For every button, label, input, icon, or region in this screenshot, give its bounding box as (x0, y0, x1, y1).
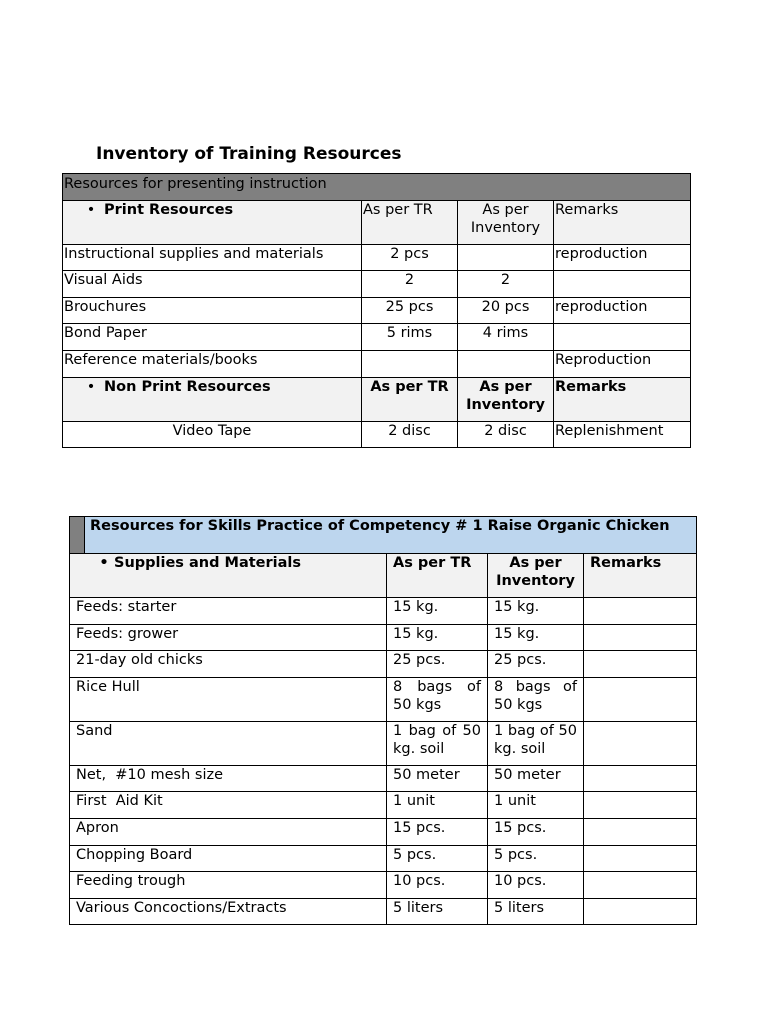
table-row (70, 765, 697, 792)
remarks-cell (584, 721, 697, 765)
inventory-cell: 5 pcs. (488, 845, 584, 872)
table-row (70, 651, 697, 678)
col-header-inventory: As per Inventory (488, 554, 584, 598)
item-cell: Video Tape (63, 421, 362, 448)
table-header-row (70, 517, 697, 554)
table-row (70, 872, 697, 899)
inventory-cell: 20 pcs (458, 297, 554, 324)
item-cell: Chopping Board (70, 845, 387, 872)
remarks-cell (584, 872, 697, 899)
inventory-cell (458, 350, 554, 377)
tr-cell: 10 pcs. (387, 872, 488, 899)
section-label-text: Non Print Resources (104, 378, 271, 395)
col-header-tr: As per TR (362, 200, 458, 244)
header-marker (70, 517, 85, 554)
remarks-cell: reproduction (554, 297, 691, 324)
table-row (70, 898, 697, 925)
tr-cell: 50 meter (387, 765, 488, 792)
remarks-cell (554, 271, 691, 298)
col-header-tr: As per TR (362, 377, 458, 421)
item-cell: First Aid Kit (70, 792, 387, 819)
tr-cell (362, 350, 458, 377)
col-header-remarks: Remarks (554, 200, 691, 244)
remarks-cell: Reproduction (554, 350, 691, 377)
page-title: Inventory of Training Resources (96, 144, 402, 164)
tr-cell: 2 pcs (362, 244, 458, 271)
inventory-cell: 1 bag of 50 kg. soil (488, 721, 584, 765)
remarks-cell: reproduction (554, 244, 691, 271)
item-cell: Bond Paper (63, 324, 362, 351)
table-header: Resources for presenting instruction (63, 174, 691, 201)
table-row (63, 244, 691, 271)
remarks-cell (554, 324, 691, 351)
tr-cell: 15 kg. (387, 598, 488, 625)
bullet-icon: • (86, 378, 96, 395)
table-row (70, 792, 697, 819)
remarks-cell (584, 765, 697, 792)
table-row (63, 271, 691, 298)
inventory-cell: 5 liters (488, 898, 584, 925)
section-label (63, 377, 362, 421)
item-cell: Various Concoctions/Extracts (70, 898, 387, 925)
remarks-cell (584, 898, 697, 925)
remarks-cell (584, 598, 697, 625)
remarks-cell (584, 624, 697, 651)
table-header-row (63, 174, 691, 201)
item-cell: Feeds: starter (70, 598, 387, 625)
bullet-icon: • (86, 201, 96, 218)
remarks-cell (584, 818, 697, 845)
col-header-inventory: As per Inventory (458, 200, 554, 244)
item-cell: Reference materials/books (63, 350, 362, 377)
inventory-cell: 8 bags of 50 kgs (488, 677, 584, 721)
table-row (63, 324, 691, 351)
item-cell: Sand (70, 721, 387, 765)
section-header-row (63, 200, 691, 244)
item-cell: Feeding trough (70, 872, 387, 899)
inventory-cell: 2 disc (458, 421, 554, 448)
tr-cell: 1 unit (387, 792, 488, 819)
table-row (70, 721, 697, 765)
table-row (70, 677, 697, 721)
item-cell: Instructional supplies and materials (63, 244, 362, 271)
col-header-tr: As per TR (387, 554, 488, 598)
tr-cell: 25 pcs. (387, 651, 488, 678)
tr-cell: 5 rims (362, 324, 458, 351)
remarks-cell (584, 792, 697, 819)
section-label (63, 200, 362, 244)
tr-cell: 5 liters (387, 898, 488, 925)
table-row (63, 350, 691, 377)
item-cell: Rice Hull (70, 677, 387, 721)
inventory-cell: 4 rims (458, 324, 554, 351)
section-label (70, 554, 387, 598)
table-row (70, 624, 697, 651)
table-row (70, 818, 697, 845)
inventory-cell: 25 pcs. (488, 651, 584, 678)
item-cell: Brouchures (63, 297, 362, 324)
skills-practice-table (69, 516, 697, 925)
inventory-cell: 15 kg. (488, 598, 584, 625)
inventory-cell: 10 pcs. (488, 872, 584, 899)
presenting-instruction-table (62, 173, 691, 448)
section-header-row (63, 377, 691, 421)
tr-cell: 15 kg. (387, 624, 488, 651)
table-row (70, 845, 697, 872)
item-cell: 21-day old chicks (70, 651, 387, 678)
col-header-inventory: As per Inventory (458, 377, 554, 421)
col-header-remarks: Remarks (554, 377, 691, 421)
item-cell: Apron (70, 818, 387, 845)
col-header-remarks: Remarks (584, 554, 697, 598)
inventory-cell (458, 244, 554, 271)
section-label-text: Print Resources (104, 201, 234, 218)
remarks-cell (584, 677, 697, 721)
inventory-cell: 15 pcs. (488, 818, 584, 845)
tr-cell: 2 disc (362, 421, 458, 448)
tr-cell: 1 bag of 50 kg. soil (387, 721, 488, 765)
tr-cell: 8 bags of 50 kgs (387, 677, 488, 721)
tr-cell: 15 pcs. (387, 818, 488, 845)
tr-cell: 5 pcs. (387, 845, 488, 872)
table-row (63, 297, 691, 324)
table-row (70, 598, 697, 625)
item-cell: Feeds: grower (70, 624, 387, 651)
section-label-text: Supplies and Materials (114, 555, 301, 571)
remarks-cell: Replenishment (554, 421, 691, 448)
table-row (63, 421, 691, 448)
item-cell: Visual Aids (63, 271, 362, 298)
item-cell: Net, #10 mesh size (70, 765, 387, 792)
remarks-cell (584, 845, 697, 872)
remarks-cell (584, 651, 697, 678)
inventory-cell: 15 kg. (488, 624, 584, 651)
tr-cell: 2 (362, 271, 458, 298)
inventory-cell: 50 meter (488, 765, 584, 792)
bullet-icon: • (99, 555, 109, 571)
table-header: Resources for Skills Practice of Competency # 1 Raise Organic Chicken (85, 517, 697, 554)
inventory-cell: 1 unit (488, 792, 584, 819)
tr-cell: 25 pcs (362, 297, 458, 324)
section-header-row (70, 554, 697, 598)
inventory-cell: 2 (458, 271, 554, 298)
